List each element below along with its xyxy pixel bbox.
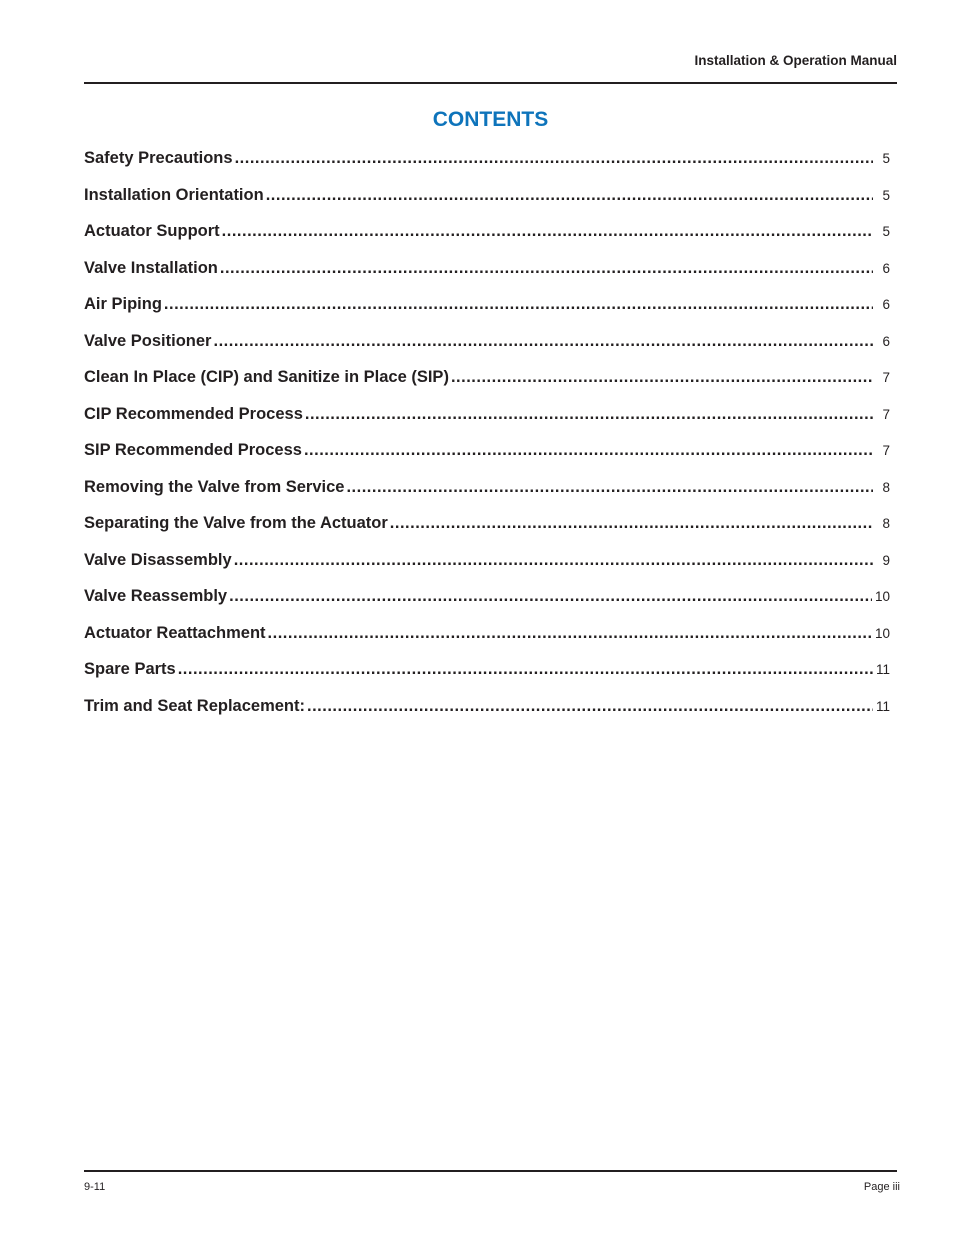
toc-entry-page[interactable]: 6 [882, 333, 890, 349]
toc-entry[interactable] [84, 551, 890, 588]
toc-dot-leader [346, 478, 873, 497]
footer-date: 9-11 [84, 1181, 106, 1193]
toc-entry-page[interactable]: 10 [874, 625, 890, 641]
toc-entry[interactable] [84, 332, 890, 369]
toc-entry-title[interactable]: Separating the Valve from the Actuator [84, 514, 388, 532]
toc-entry[interactable] [84, 149, 890, 186]
toc-entry[interactable] [84, 405, 890, 442]
toc-dot-leader [235, 149, 873, 168]
toc-entry-title[interactable]: Trim and Seat Replacement: [84, 696, 305, 715]
toc-entry[interactable] [84, 478, 890, 515]
toc-entry-title[interactable]: Actuator Support [84, 222, 220, 240]
toc-entry-page[interactable]: 11 [875, 698, 890, 714]
toc-entry-title[interactable]: CIP Recommended Process [84, 404, 303, 423]
toc-entry[interactable] [84, 441, 890, 478]
toc-dot-leader [390, 514, 873, 533]
toc-entry-title[interactable]: Installation Orientation [84, 185, 264, 204]
toc-entry-title[interactable]: Actuator Reattachment [84, 623, 266, 642]
toc-entry[interactable] [84, 295, 890, 332]
toc-entry[interactable] [84, 587, 890, 624]
toc-entry-title[interactable]: Removing the Valve from Service [84, 477, 345, 496]
toc-entry-page[interactable]: 7 [882, 406, 890, 422]
toc-dot-leader [266, 186, 873, 205]
toc-dot-leader [229, 587, 872, 606]
toc-dot-leader [268, 624, 872, 643]
toc-entry-page[interactable]: 6 [882, 297, 890, 312]
toc-entry-page[interactable]: 5 [882, 187, 890, 203]
toc-dot-leader [451, 368, 873, 387]
toc-entry-page[interactable]: 5 [882, 151, 890, 166]
toc-dot-leader [304, 441, 873, 460]
footer-rule [84, 1170, 897, 1172]
toc-entry[interactable] [84, 624, 890, 661]
toc-entry-page[interactable]: 8 [882, 516, 890, 531]
toc-dot-leader [234, 551, 873, 570]
toc-entry[interactable] [84, 222, 890, 259]
toc-entry-page[interactable]: 8 [882, 479, 890, 495]
header-rule [84, 82, 897, 84]
toc-entry-page[interactable]: 10 [874, 589, 890, 604]
toc-entry[interactable] [84, 697, 890, 734]
toc-entry-title[interactable]: Clean In Place (CIP) and Sanitize in Place (SIP) [84, 368, 449, 386]
toc-entry-title[interactable]: Valve Disassembly [84, 550, 232, 569]
toc-entry-title[interactable]: Spare Parts [84, 660, 176, 678]
toc-entry-page[interactable]: 9 [882, 552, 890, 568]
table-of-contents [84, 149, 890, 733]
toc-entry-page[interactable]: 6 [882, 260, 890, 276]
toc-entry-title[interactable]: Safety Precautions [84, 149, 233, 167]
toc-entry[interactable] [84, 186, 890, 223]
toc-dot-leader [178, 660, 873, 679]
footer-page-label: Page iii [863, 1181, 900, 1193]
toc-entry[interactable] [84, 514, 890, 551]
contents-title: CONTENTS [432, 108, 549, 131]
toc-dot-leader [220, 259, 873, 278]
toc-entry[interactable] [84, 660, 890, 697]
toc-dot-leader [164, 295, 873, 314]
toc-entry-title[interactable]: Valve Installation [84, 258, 218, 277]
toc-entry[interactable] [84, 259, 890, 296]
toc-entry-page[interactable]: 11 [875, 662, 890, 677]
toc-dot-leader [307, 697, 873, 716]
toc-entry-title[interactable]: SIP Recommended Process [84, 441, 302, 459]
toc-entry-page[interactable]: 5 [882, 224, 890, 239]
toc-entry-page[interactable]: 7 [882, 443, 890, 458]
toc-entry-title[interactable]: Valve Reassembly [84, 587, 228, 605]
toc-dot-leader [213, 332, 873, 351]
toc-entry-title[interactable]: Valve Positioner [84, 331, 212, 350]
toc-dot-leader [305, 405, 873, 424]
toc-entry[interactable] [84, 368, 890, 405]
toc-entry-title[interactable]: Air Piping [84, 295, 162, 313]
toc-entry-page[interactable]: 7 [882, 370, 890, 385]
header-title: Installation & Operation Manual [694, 53, 897, 68]
toc-dot-leader [222, 222, 873, 241]
